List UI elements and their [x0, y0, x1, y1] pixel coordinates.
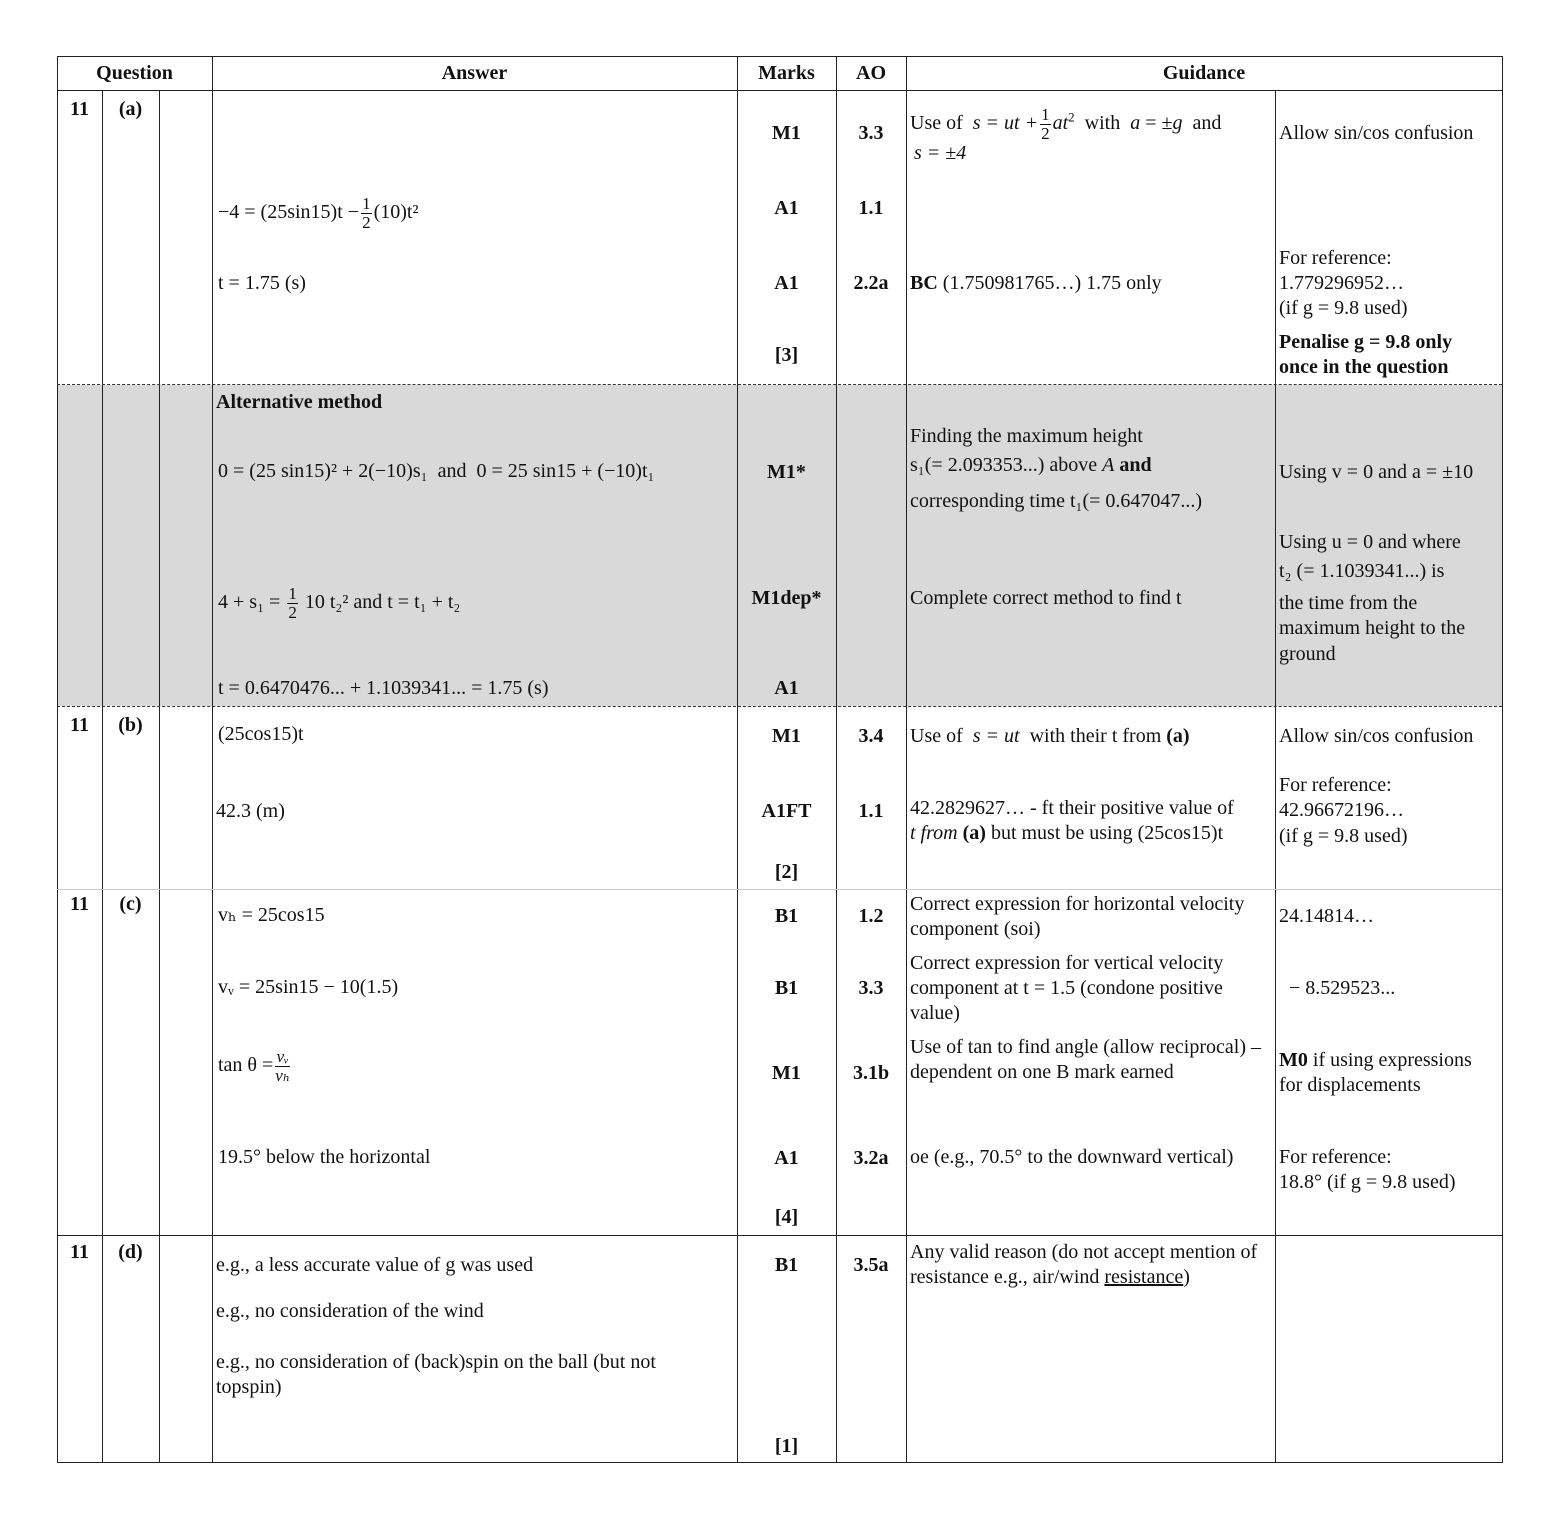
note-text: Allow sin/cos confusion	[1279, 122, 1474, 144]
penalty-note: Penalise g = 9.8 only once in the question	[1279, 331, 1453, 378]
suvat-formula: s = ut +	[967, 112, 1039, 135]
note-text: M0 if using expressions for displacements	[1279, 1049, 1472, 1096]
answer-equation: 0 = (25 sin15)² + 2(−10)s₁ and 0 = 25 sin15 + (−10)t₁	[218, 460, 655, 482]
note-text: (if g = 9.8 used)	[1279, 825, 1408, 847]
answer-value: e.g., a less accurate value of g was used	[216, 1254, 534, 1276]
half-fraction: $\frac{1}{2}$	[288, 584, 297, 622]
question-number: 11	[70, 714, 89, 736]
note-text: t₂ (= 1.1039341...) is	[1279, 560, 1445, 582]
question-number: 11	[70, 893, 89, 915]
guidance-text: Use of tan to find angle (allow reciprocal) – dependent on one B mark earned	[910, 1036, 1261, 1083]
answer-equation: 4 + s₁ = $\frac{1}{2}$ 10 t₂² and t = t₁ + t₂	[218, 584, 461, 622]
note-text: For reference:	[1279, 1146, 1392, 1168]
ao-code: 3.5a	[853, 1254, 889, 1276]
mark-code: M1dep*	[751, 587, 822, 609]
header-question: Question	[96, 62, 173, 84]
answer-equation: t = 0.6470476... + 1.1039341... = 1.75 (s)	[218, 677, 549, 699]
guidance-text: Correct expression for vertical velocity component at t = 1.5 (condone positive value)	[910, 952, 1224, 1024]
answer-equation: t = 1.75 (s)	[218, 272, 306, 294]
note-text: − 8.529523...	[1289, 977, 1396, 999]
alt-method-title: Alternative method	[216, 391, 383, 413]
header-answer: Answer	[441, 62, 508, 84]
guidance-text: s = ±4	[914, 142, 967, 164]
answer-value: e.g., no consideration of (back)spin on the ball (but not topspin)	[216, 1351, 656, 1398]
total-marks: [4]	[774, 1206, 799, 1228]
total-marks: [1]	[774, 1435, 799, 1457]
guidance-text: Use of s = ut with their t from (a)	[910, 725, 1190, 747]
mark-code: M1	[772, 1062, 801, 1084]
total-marks: [3]	[774, 344, 799, 366]
question-number: 11	[70, 1241, 89, 1263]
guidance-text: Any valid reason (do not accept mention of resistance e.g., air/wind resistance)	[910, 1241, 1258, 1288]
column-divider-ao	[836, 56, 837, 1463]
column-divider-answer	[212, 56, 213, 1463]
mark-code: M1	[772, 122, 801, 144]
column-divider-guidance	[906, 56, 907, 1463]
note-text: For reference:	[1279, 774, 1392, 796]
note-text: 18.8° (if g = 9.8 used)	[1279, 1171, 1456, 1193]
answer-value: 19.5° below the horizontal	[218, 1146, 431, 1168]
guidance-text: corresponding time t₁(= 0.647047...)	[910, 490, 1203, 512]
mark-code: A1	[774, 1147, 799, 1169]
guidance-text: Complete correct method to find t	[910, 587, 1182, 609]
mark-code: M1*	[767, 461, 806, 483]
total-marks: [2]	[774, 861, 799, 883]
note-text: ground	[1279, 643, 1336, 665]
note-text: maximum height to the	[1279, 617, 1466, 639]
guidance-text: Correct expression for horizontal velocity component (soi)	[910, 893, 1245, 940]
ao-code: 1.1	[858, 197, 884, 219]
answer-equation: vᵥ = 25sin15 − 10(1.5)	[218, 976, 399, 998]
column-divider-marks	[737, 56, 738, 1463]
row-divider-c-d	[57, 1235, 1502, 1236]
guidance-text: Use of s = ut + $\frac{1}{2}$ $at^2$ with a = ±g and	[910, 105, 1222, 143]
ao-code: 3.2a	[853, 1147, 889, 1169]
table-border-top	[57, 56, 1502, 57]
ao-code: 3.1b	[852, 1062, 890, 1084]
note-text: the time from the	[1279, 592, 1418, 614]
note-text: 24.14814…	[1279, 905, 1374, 927]
guidance-text: Finding the maximum height	[910, 425, 1143, 447]
note-text: 1.779296952…	[1279, 272, 1404, 294]
note-text: (if g = 9.8 used)	[1279, 297, 1408, 319]
note-text: Allow sin/cos confusion	[1279, 725, 1474, 747]
mark-code: A1FT	[761, 800, 812, 822]
answer-equation: (25cos15)t	[218, 723, 304, 745]
half-fraction: $\frac{1}{2}$	[1041, 105, 1050, 143]
question-part: (b)	[118, 714, 143, 736]
answer-value: e.g., no consideration of the wind	[216, 1300, 484, 1322]
half-fraction: $\frac{1}{2}$	[362, 194, 371, 232]
header-divider	[57, 90, 1502, 91]
note-text: 42.96672196…	[1279, 799, 1404, 821]
guidance-text: s₁(= 2.093353...) above A and	[910, 454, 1152, 476]
question-part: (a)	[118, 98, 143, 120]
mark-code: A1	[774, 272, 799, 294]
alt-method-bottom-divider	[57, 706, 1502, 707]
note-text: For reference:	[1279, 247, 1392, 269]
mark-code: A1	[774, 677, 799, 699]
mark-code: B1	[774, 1254, 799, 1276]
question-number: 11	[70, 98, 89, 120]
ao-code: 3.4	[858, 725, 884, 747]
table-border-right	[1502, 56, 1503, 1463]
table-border-bottom	[57, 1462, 1502, 1463]
ao-code: 1.1	[858, 800, 884, 822]
mark-code: A1	[774, 197, 799, 219]
ao-code: 3.3	[858, 977, 884, 999]
velocity-ratio-fraction: $\frac{\text{vᵥ}}{\text{vₕ}}$	[275, 1047, 291, 1085]
row-divider-b-c	[57, 889, 1502, 890]
question-part: (c)	[119, 893, 142, 915]
column-divider-notes	[1275, 91, 1276, 1463]
answer-value: 42.3 (m)	[216, 800, 285, 822]
guidance-text: BC (1.750981765…) 1.75 only	[910, 272, 1162, 294]
header-ao: AO	[856, 62, 886, 84]
mark-code: M1	[772, 725, 801, 747]
answer-equation: −4 = (25sin15)t − $\frac{1}{2}$ (10)t²	[218, 194, 419, 232]
guidance-text: 42.2829627… - ft their positive value of	[910, 797, 1234, 819]
guidance-text: t from (a) but must be using (25cos15)t	[910, 822, 1224, 844]
note-text: Using v = 0 and a = ±10	[1279, 461, 1474, 483]
alt-method-top-divider	[57, 384, 1502, 385]
mark-code: B1	[774, 977, 799, 999]
column-divider-subpart	[159, 91, 160, 1463]
guidance-text: oe (e.g., 70.5° to the downward vertical)	[910, 1146, 1234, 1168]
ao-code: 1.2	[858, 905, 884, 927]
header-marks: Marks	[758, 62, 815, 84]
answer-equation: vₕ = 25cos15	[218, 904, 325, 926]
mark-code: B1	[774, 905, 799, 927]
header-guidance: Guidance	[1162, 62, 1246, 84]
answer-equation: tan θ = $\frac{\text{vᵥ}}{\text{vₕ}}$	[218, 1047, 291, 1085]
note-text: Using u = 0 and where	[1279, 531, 1461, 553]
ao-code: 3.3	[858, 122, 884, 144]
ao-code: 2.2a	[853, 272, 889, 294]
question-part: (d)	[118, 1241, 143, 1263]
